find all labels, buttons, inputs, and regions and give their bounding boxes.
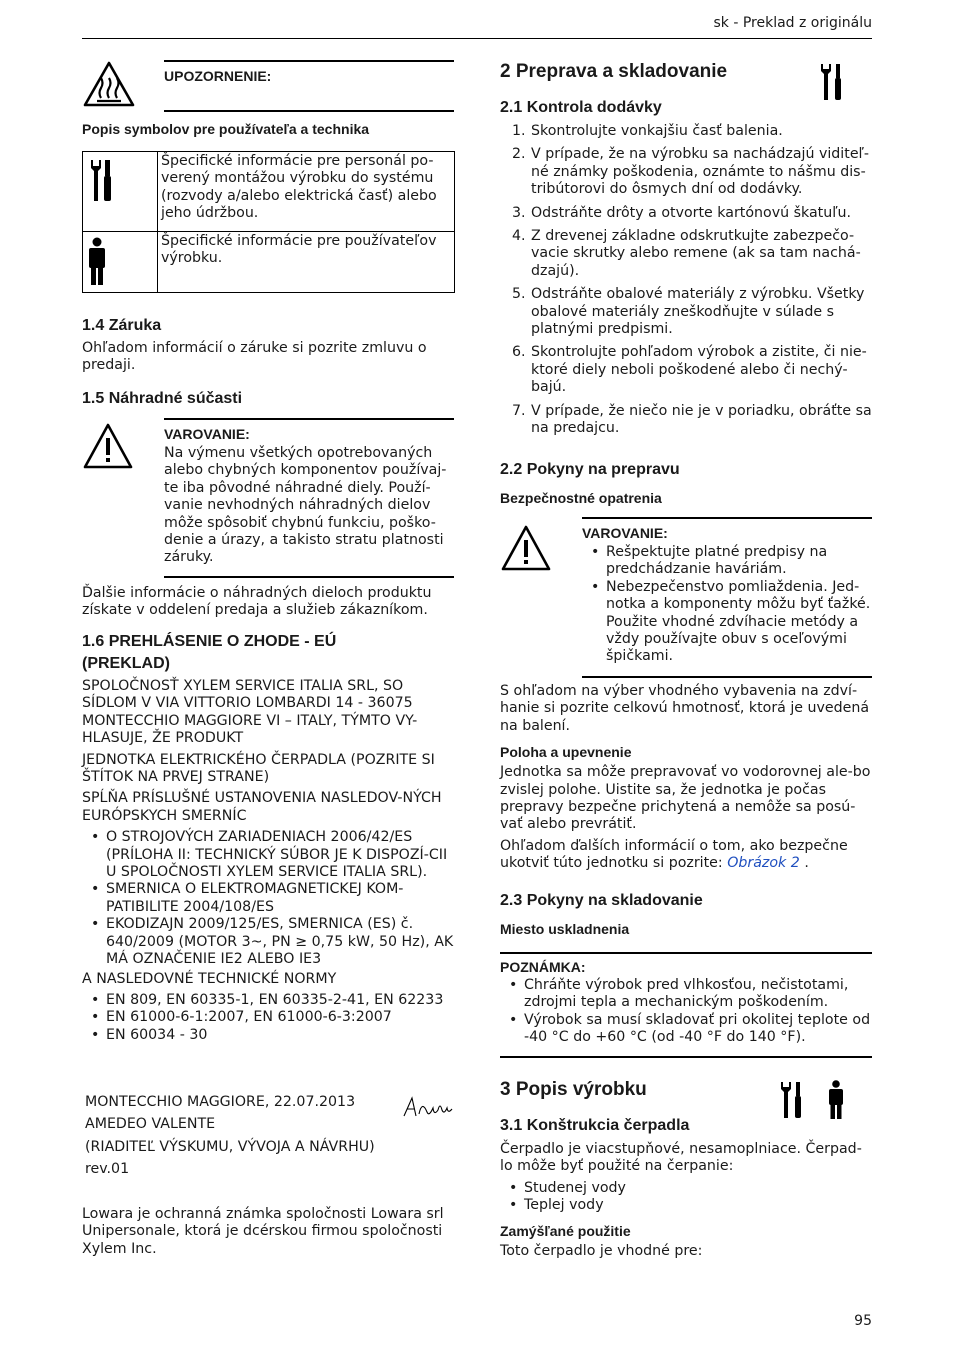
section-2-heading: 2 Preprava a skladovanie bbox=[500, 61, 728, 82]
position-info: Jednotka sa môže prepravovať vo vodorovnej ale-bo zvislej polohe. Uistite sa, že jednotka je počas prepravy bezpečne prichytená a nemôže sa posú-vať alebo prevrátiť. bbox=[500, 764, 871, 833]
wrench-screwdriver-icon bbox=[83, 152, 158, 232]
list-item: 1. Skontrolujte vonkajšiu časť balenia. bbox=[512, 123, 783, 139]
section-2-3-heading: 2.3 Pokyny na skladovanie bbox=[500, 892, 703, 909]
signatory-role: (RIADITEĽ VÝSKUMU, VÝVOJA A NÁVRHU) bbox=[85, 1138, 375, 1155]
caution-box bbox=[164, 60, 454, 112]
intended-use-heading: Zamýšľané použitie bbox=[500, 1222, 631, 1239]
list-item: • EKODIZAJN 2009/125/ES, SMERNICA (ES) č. 640/2009 (MOTOR 3~, PN ≥ 0,75 kW, 50 Hz), AK MÁ OZNAČENIE IE2 ALEBO IE3 bbox=[106, 916, 454, 968]
list-item: • EN 61000-6-1:2007, EN 61000-6-3:2007 bbox=[106, 1009, 454, 1026]
section-3-1-heading: 3.1 Konštrukcia čerpadla bbox=[500, 1117, 690, 1134]
anchoring-info: Ohľadom ďalších informácií o tom, ako bezpečne ukotviť túto jednotku si pozrite: Obrázok 2 . bbox=[500, 837, 848, 872]
trademark-note: Lowara je ochranná známka spoločnosti Lowara srl Unipersonale, ktorá je dcérskou firmou spoločnosti Xylem Inc. bbox=[82, 1206, 444, 1257]
pump-description: Čerpadlo je viacstupňové, nesamoplniace. Čerpad-lo môže byť použité na čerpanie: bbox=[500, 1141, 862, 1175]
intended-use-body: Toto čerpadlo je vhodné pre: bbox=[500, 1242, 703, 1259]
revision: rev.01 bbox=[85, 1161, 130, 1178]
section-1-5-heading: 1.5 Náhradné súčasti bbox=[82, 390, 243, 407]
symbols-heading: Popis symbolov pre používateľa a technika bbox=[82, 121, 370, 137]
warning-triangle-icon bbox=[82, 422, 134, 475]
page-number: 95 bbox=[854, 1313, 872, 1329]
section-1-6-heading: 1.6 PREHLÁSENIE O ZHODE - EÚ (PREKLAD) bbox=[82, 633, 337, 672]
list-item: 3. Odstráňte drôty a otvorte kartónovú škatuľu. bbox=[512, 204, 852, 221]
section-3-heading: 3 Popis výrobku bbox=[500, 1079, 647, 1100]
declaration-p2: JEDNOTKA ELEKTRICKÉHO ČERPADLA (POZRITE SI ŠTÍTOK NA PRVEJ STRANE) bbox=[82, 751, 435, 786]
list-item: • Teplej vody bbox=[524, 1197, 872, 1214]
signatory-name: AMEDEO VALENTE bbox=[85, 1116, 216, 1133]
section-1-4-heading: 1.4 Záruka bbox=[82, 317, 162, 334]
symbols-table bbox=[82, 151, 455, 293]
transport-warning-box bbox=[582, 517, 872, 678]
pumped-liquids-list bbox=[500, 1180, 872, 1215]
norms-list bbox=[82, 992, 454, 1044]
safety-precautions-heading: Bezpečnostné opatrenia bbox=[500, 490, 662, 506]
spare-parts-info: Ďalšie informácie o náhradných dieloch produktu získate v oddelení predaja a služieb zákazníkom. bbox=[82, 585, 432, 619]
note-title: POZNÁMKA: bbox=[500, 959, 586, 975]
hot-surface-warning-icon bbox=[82, 60, 136, 113]
warning-text: Na výmenu všetkých opotrebovaných alebo chybných komponentov používaj-te iba pôvodné náhradné diely. Použí-vanie nevhodných náhradných dielov môže spôsobiť chybnú funkciu, poško-denie a úrazy, a takisto stratu platnosti záruky. bbox=[164, 445, 447, 566]
list-item: • O STROJOVÝCH ZARIADENIACH 2006/42/ES (PRÍLOHA II: TECHNICKÝ SÚBOR JE K DISPOZÍ-CII U SPOLOČNOSTI XYLEM SERVICE ITALIA SRL). bbox=[106, 829, 454, 881]
declaration-p3: SPĹŇA PRÍSLUŠNÉ USTANOVENIA NASLEDOV-NÝCH EURÓPSKYCH SMERNÍC bbox=[82, 790, 442, 824]
warning-title: VAROVANIE: bbox=[582, 525, 668, 541]
list-item: • Studenej vody bbox=[524, 1180, 872, 1197]
figure-link[interactable]: Obrázok 2 bbox=[727, 855, 800, 872]
warning-triangle-icon bbox=[500, 524, 552, 577]
warning-title: VAROVANIE: bbox=[164, 426, 250, 442]
list-item: • Rešpektujte platné predpisy na predchádzanie haváriám. bbox=[606, 544, 872, 579]
list-item: • Výrobok sa musí skladovať pri okolitej teplote od -40 °C do +60 °C (od -40 °F do 140 °F). bbox=[524, 1012, 872, 1047]
caution-title: UPOZORNENIE: bbox=[164, 68, 272, 84]
position-fixing-heading: Poloha a upevnenie bbox=[500, 744, 632, 761]
storage-note-box bbox=[500, 952, 872, 1058]
list-item: • Nebezpečenstvo pomliaždenia. Jed-notka a komponenty môžu byť ťažké. Použite vhodné zdvíhacie metódy a vždy používajte obuv s oceľovými špičkami. bbox=[606, 579, 872, 666]
section-2-1-heading: 2.1 Kontrola dodávky bbox=[500, 99, 662, 116]
list-item: • SMERNICA O ELEKTROMAGNETICKEJ KOM-PATIBILITE 2004/108/ES bbox=[106, 881, 454, 916]
signature bbox=[402, 1094, 454, 1125]
section-2-2-heading: 2.2 Pokyny na prepravu bbox=[500, 461, 680, 478]
symbol-row-user bbox=[83, 232, 455, 293]
delivery-steps bbox=[500, 123, 872, 438]
header-rule bbox=[82, 38, 872, 39]
directive-list bbox=[82, 829, 454, 968]
list-item: 6. Skontrolujte pohľadom výrobok a zistite, či nie-ktoré diely neboli poškodené alebo či nechý-bajú. bbox=[512, 344, 867, 396]
storage-location-heading: Miesto uskladnenia bbox=[500, 921, 630, 937]
lifting-info: S ohľadom na výber vhodného vybavenia na zdví-hanie si pozrite celkovú hmotnosť, ktorá je uvedená na balení. bbox=[500, 683, 870, 734]
symbol-row-technician bbox=[83, 152, 455, 232]
declaration-p4: A NASLEDOVNÉ TECHNICKÉ NORMY bbox=[82, 970, 337, 987]
running-header: sk - Preklad z originálu bbox=[713, 15, 872, 31]
symbol-text-technician: Špecifické informácie pre personál po-verený montážou výrobku do systému (rozvody a/alebo elektrická časť) alebo jeho údržbou. bbox=[158, 152, 455, 232]
list-item: 4. Z drevenej základne odskrutkujte zabezpečo-vacie skrutky alebo remene (ak sa tam nachá-dzajú). bbox=[512, 228, 861, 279]
section-1-4-body: Ohľadom informácií o záruke si pozrite zmluvu o predaji. bbox=[82, 340, 427, 374]
storage-note-list bbox=[500, 977, 872, 1047]
declaration-p1: SPOLOČNOSŤ XYLEM SERVICE ITALIA SRL, SO SÍDLOM V VIA VITTORIO LOMBARDI 14 - 36075 MONTECCHIO MAGGIORE VI – ITALY, TÝMTO VY-HLASUJE, ŽE PRODUKT bbox=[82, 678, 418, 747]
list-item: • Chráňte výrobok pred vlhkosťou, nečistotami, zdrojmi tepla a mechanickým poškodením. bbox=[524, 977, 872, 1012]
transport-warning-list bbox=[582, 544, 872, 666]
list-item: 5. Odstráňte obalové materiály z výrobku. Všetky obalové materiály zneškodňujte v súlade s platnými predpismi. bbox=[512, 286, 865, 338]
symbol-text-user: Špecifické informácie pre používateľov výrobku. bbox=[158, 232, 455, 293]
list-item: 7. V prípade, že niečo nie je v poriadku, obráťte sa na predajcu. bbox=[512, 402, 872, 437]
person-icon bbox=[83, 232, 158, 293]
place-date: MONTECCHIO MAGGIORE, 22.07.2013 bbox=[85, 1094, 356, 1110]
list-item: 2. V prípade, že na výrobku sa nachádzajú viditeľ-né známky poškodenia, oznámte to nášmu dis-tribútorovi do ôsmych dní od dodávky. bbox=[512, 146, 869, 198]
list-item: • EN 60034 - 30 bbox=[106, 1027, 454, 1044]
list-item: • EN 809, EN 60335-1, EN 60335-2-41, EN 62233 bbox=[106, 992, 454, 1009]
spare-parts-warning-box bbox=[164, 418, 454, 578]
